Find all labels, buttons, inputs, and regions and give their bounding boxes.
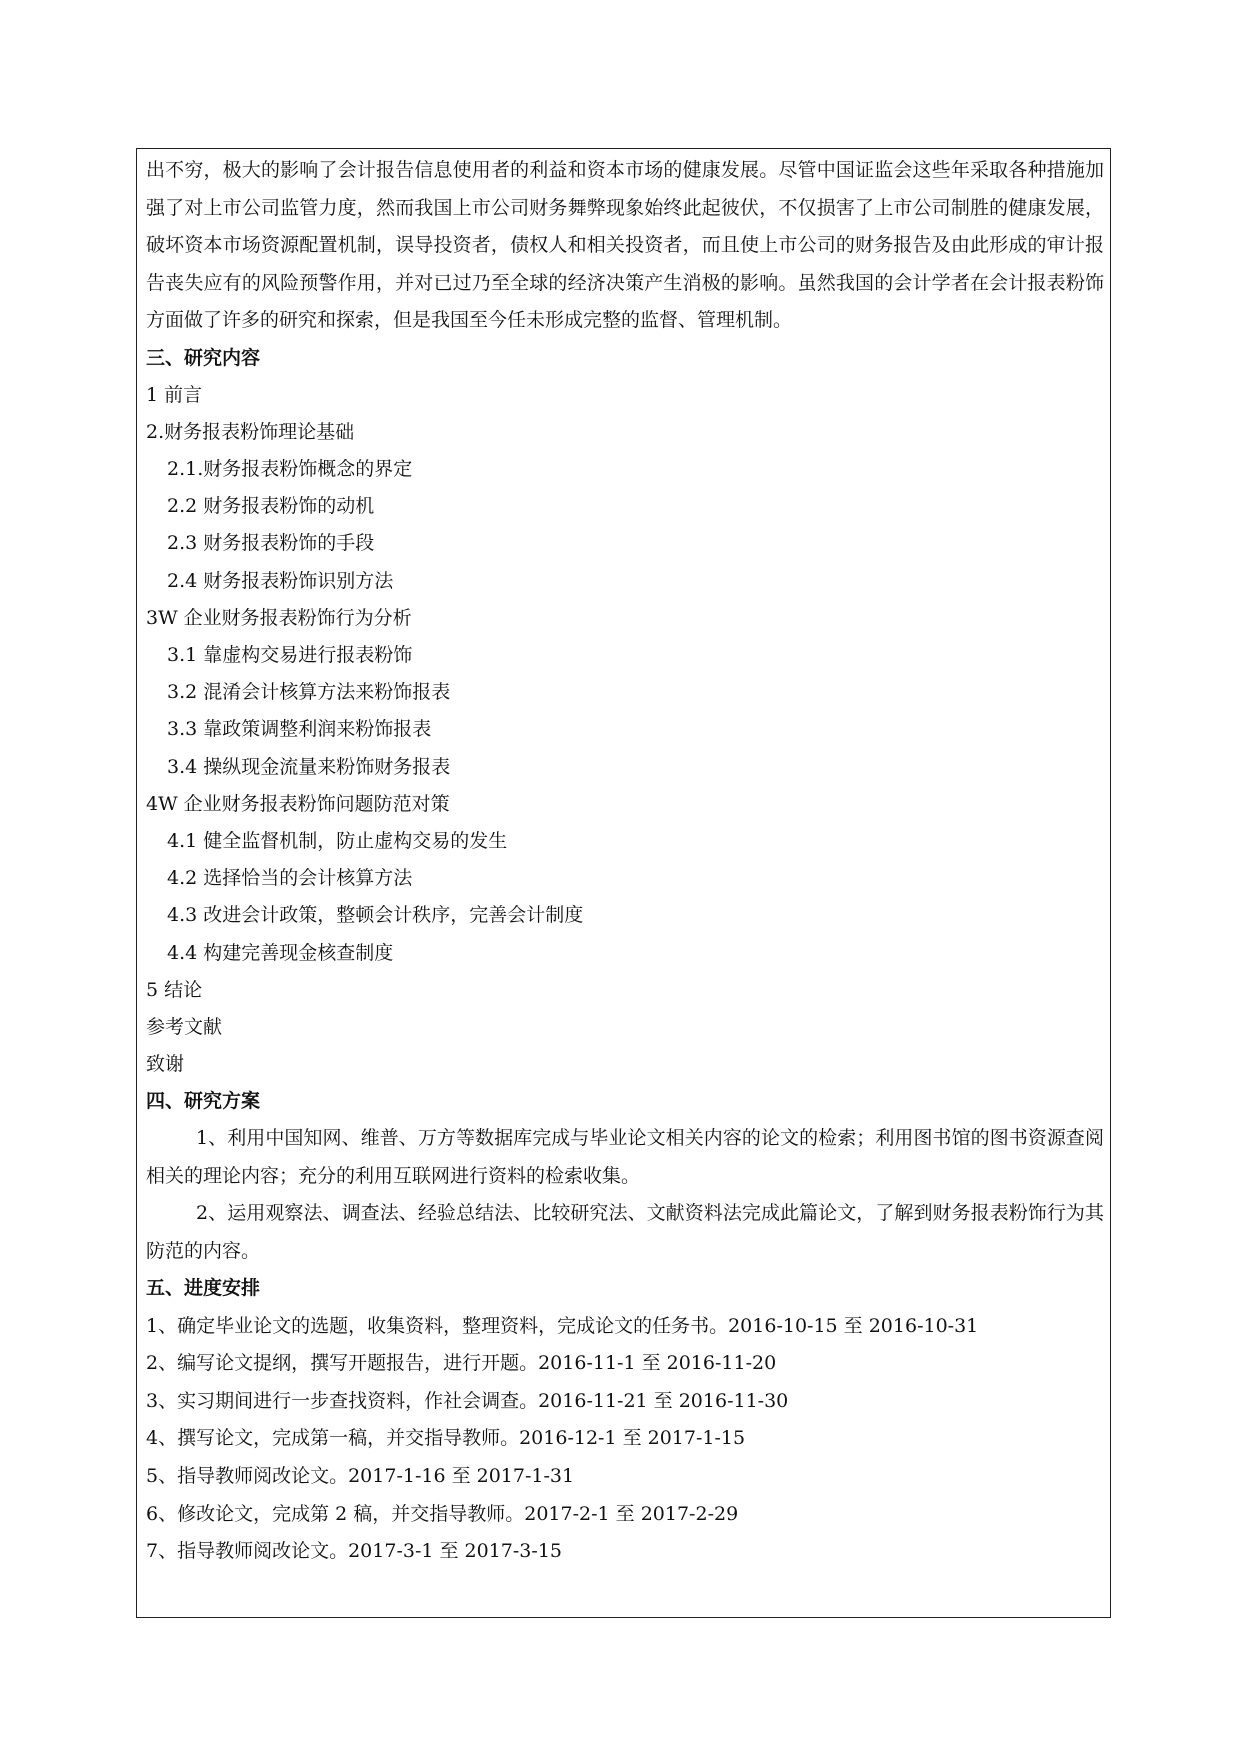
outline-item: 3W 企业财务报表粉饰行为分析 xyxy=(146,606,412,629)
outline-subitem: 3.4 操纵现金流量来粉饰财务报表 xyxy=(167,755,451,778)
outline-item: 1 前言 xyxy=(146,383,203,406)
schedule-item: 7、指导教师阅改论文。2017-3-1 至 2017-3-15 xyxy=(146,1540,562,1563)
intro-paragraph: 出不穷，极大的影响了会计报告信息使用者的利益和资本市场的健康发展。尽管中国证监会这些年采取各种措施加强了对上市公司监管力度，然而我国上市公司财务舞弊现象始终此起彼伏，不仅损害了上市公司制胜的健康发展，破坏资本市场资源配置机制，误导投资者，债权人和相关投资者，而且使上市公司的财务报告及由此形成的审计报告丧失应有的风险预警作用，并对已过乃至全球的经济决策产生消极的影响。虽然我国的会计学者在会计报表粉饰方面做了许多的研究和探索，但是我国至今任未形成完整的监督、管理机制。 xyxy=(146,159,1104,331)
research-plan-paragraph: 1、利用中国知网、维普、万方等数据库完成与毕业论文相关内容的论文的检索；利用图书馆的图书资源查阅相关的理论内容；充分的利用互联网进行资料的检索收集。 xyxy=(146,1127,1104,1187)
outline-subitem: 3.3 靠政策调整利润来粉饰报表 xyxy=(167,718,432,741)
outline-subitem: 2.4 财务报表粉饰识别方法 xyxy=(167,569,394,592)
schedule-item: 6、修改论文，完成第 2 稿，并交指导教师。2017-2-1 至 2017-2-29 xyxy=(146,1502,739,1525)
schedule-item: 1、确定毕业论文的选题，收集资料，整理资料，完成论文的任务书。2016-10-15 至 2016-10-31 xyxy=(146,1314,979,1337)
outline-item: 致谢 xyxy=(146,1053,185,1076)
schedule-item: 3、实习期间进行一步查找资料，作社会调查。2016-11-21 至 2016-11-30 xyxy=(146,1389,789,1412)
research-outline xyxy=(146,377,1104,1084)
section-heading-schedule: 五、进度安排 xyxy=(146,1277,261,1300)
outline-item: 4W 企业财务报表粉饰问题防范对策 xyxy=(146,792,450,815)
outline-item: 参考文献 xyxy=(146,1015,223,1038)
schedule-item: 5、指导教师阅改论文。2017-1-16 至 2017-1-31 xyxy=(146,1465,575,1487)
schedule-item: 2、编写论文提纲，撰写开题报告，进行开题。2016-11-1 至 2016-11-20 xyxy=(146,1352,777,1375)
outline-subitem: 3.1 靠虚构交易进行报表粉饰 xyxy=(167,644,413,666)
outline-subitem: 4.4 构建完善现金核查制度 xyxy=(167,941,394,964)
outline-subitem: 3.2 混淆会计核算方法来粉饰报表 xyxy=(167,681,451,704)
schedule-list xyxy=(146,1308,1104,1571)
outline-subitem: 2.2 财务报表粉饰的动机 xyxy=(167,495,375,518)
section-heading-research-plan: 四、研究方案 xyxy=(146,1090,261,1113)
outline-subitem: 4.1 健全监督机制，防止虚构交易的发生 xyxy=(167,829,508,852)
research-plan-paragraph: 2、运用观察法、调查法、经验总结法、比较研究法、文献资料法完成此篇论文，了解到财务报表粉饰行为其防范的内容。 xyxy=(146,1202,1104,1262)
outline-subitem: 4.2 选择恰当的会计核算方法 xyxy=(167,867,413,890)
outline-item: 2.财务报表粉饰理论基础 xyxy=(146,420,355,443)
outline-subitem: 2.3 财务报表粉饰的手段 xyxy=(167,532,375,555)
outline-item: 5 结论 xyxy=(146,978,203,1001)
outline-subitem: 2.1.财务报表粉饰概念的界定 xyxy=(167,458,413,481)
schedule-item: 4、撰写论文，完成第一稿，并交指导教师。2016-12-1 至 2017-1-15 xyxy=(146,1427,746,1450)
document-body xyxy=(146,152,1104,1571)
outline-subitem: 4.3 改进会计政策，整顿会计秩序，完善会计制度 xyxy=(167,904,584,927)
section-heading-research-content: 三、研究内容 xyxy=(146,346,261,369)
